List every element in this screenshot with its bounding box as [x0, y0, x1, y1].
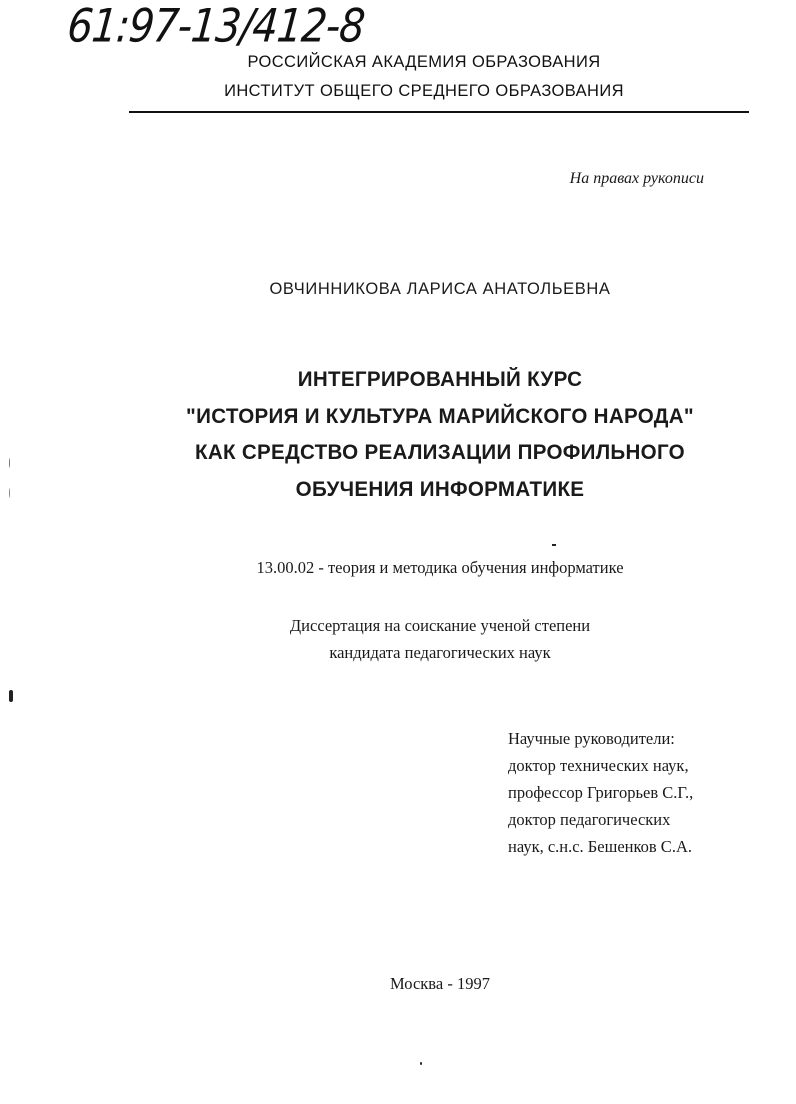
title-line: ИНТЕГРИРОВАННЫЙ КУРС [297, 368, 583, 391]
degree-line: кандидата педагогических наук [329, 643, 551, 662]
degree-line: Диссертация на соискание ученой степени [289, 616, 591, 635]
scan-speck [9, 488, 10, 498]
supervisors [508, 725, 693, 860]
institute-name: ИНСТИТУТ ОБЩЕГО СРЕДНЕГО ОБРАЗОВАНИЯ [224, 82, 624, 100]
scan-speck [420, 1062, 422, 1065]
organization-name: РОССИЙСКАЯ АКАДЕМИЯ ОБРАЗОВАНИЯ [247, 53, 601, 71]
place-and-year: Москва - 1997 [390, 974, 490, 993]
header-divider [129, 111, 749, 113]
title-line: "ИСТОРИЯ И КУЛЬТУРА МАРИЙСКОГО НАРОДА" [186, 404, 694, 428]
scan-speck [552, 544, 556, 546]
handwritten-catalog-number: 61:97-13/412-8 [65, 0, 367, 53]
supervisors-line: доктор педагогических [508, 810, 671, 829]
author-name: ОВЧИННИКОВА ЛАРИСА АНАТОЛЬЕВНА [269, 280, 611, 298]
scan-speck [9, 458, 10, 468]
supervisors-line: профессор Григорьев С.Г., [508, 783, 694, 802]
supervisors-line: наук, с.н.с. Бешенков С.А. [508, 837, 692, 856]
scan-speck [9, 690, 13, 702]
supervisors-line: доктор технических наук, [508, 756, 689, 775]
supervisors-line: Научные руководители: [508, 729, 675, 748]
title-line: КАК СРЕДСТВО РЕАЛИЗАЦИИ ПРОФИЛЬНОГО [194, 441, 685, 464]
degree-statement [0, 612, 796, 666]
dissertation-title [9, 362, 796, 508]
title-line: ОБУЧЕНИЯ ИНФОРМАТИКЕ [295, 477, 585, 501]
specialty-code: 13.00.02 - теория и методика обучения информатике [256, 558, 624, 577]
manuscript-rights-note: На правах рукописи [569, 170, 704, 187]
